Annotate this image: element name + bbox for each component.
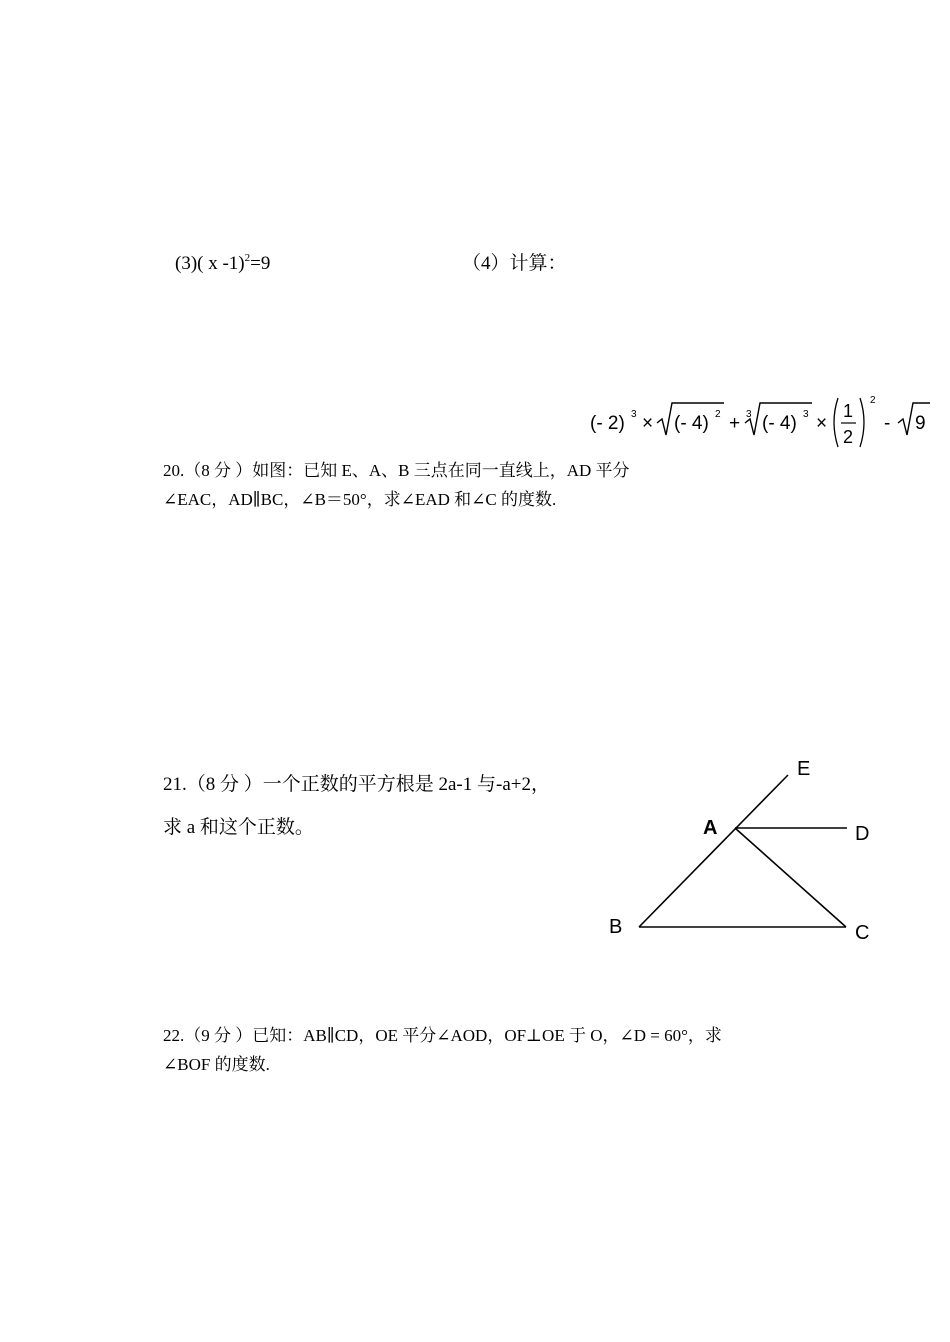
part-4-label: （4）计算： <box>462 253 567 274</box>
problem-19-part-4 <box>462 252 567 276</box>
cbrt-inner: (- 4) <box>762 413 797 434</box>
geometry-figure <box>600 750 890 950</box>
last-sqrt-radicand: 9 <box>915 413 926 434</box>
geometry-svg <box>600 750 890 950</box>
part-3-result: =9 <box>250 253 271 274</box>
label-b: B <box>609 916 623 938</box>
part-3-label: (3) <box>175 253 198 274</box>
times-sign-2: × <box>816 413 828 434</box>
right-paren <box>860 398 864 447</box>
problem-21-line-2: 求 a 和这个正数。 <box>163 817 314 838</box>
part-3-exponent: 2 <box>244 252 251 264</box>
paren-exponent: 2 <box>870 395 876 406</box>
formula-svg <box>590 393 935 453</box>
problem-20-line-1: 20.（8 分 ）如图：已知 E、A、B 三点在同一直线上，AD 平分 <box>163 461 630 480</box>
line-b-e <box>639 775 788 927</box>
times-sign-1: × <box>642 413 654 434</box>
term-1-exponent: 3 <box>631 409 637 420</box>
sqrt-inner: (- 4) <box>674 413 709 434</box>
label-c: C <box>855 922 870 944</box>
cube-root-index: 3 <box>746 409 752 420</box>
sqrt-inner-exponent: 2 <box>715 409 721 420</box>
problem-20-line-2: ∠EAC，AD∥BC，∠B＝50°，求∠EAD 和∠C 的度数. <box>163 490 557 509</box>
plus-sign: + <box>729 413 741 434</box>
problem-21-line-1: 21.（8 分 ）一个正数的平方根是 2a-1 与-a+2， <box>163 774 550 795</box>
cbrt-inner-exponent: 3 <box>803 409 809 420</box>
term-1-base: (- 2) <box>590 413 625 434</box>
label-a: A <box>703 817 718 839</box>
label-d: D <box>855 823 870 845</box>
calculation-formula <box>590 393 935 453</box>
problem-22-line-1: 22.（9 分 ）已知：AB∥CD，OE 平分∠AOD，OF⊥OE 于 O，∠D = 60°，求 <box>163 1026 722 1045</box>
fraction-denominator: 2 <box>843 427 854 447</box>
line-a-c <box>735 828 846 927</box>
problem-22-line-2: ∠BOF 的度数. <box>163 1055 270 1074</box>
label-e: E <box>797 758 811 780</box>
fraction-numerator: 1 <box>843 401 854 421</box>
minus-sign: - <box>884 413 891 434</box>
part-3-expression: ( x -1) <box>197 253 245 274</box>
left-paren <box>834 398 838 447</box>
problem-19-part-3 <box>175 252 270 276</box>
